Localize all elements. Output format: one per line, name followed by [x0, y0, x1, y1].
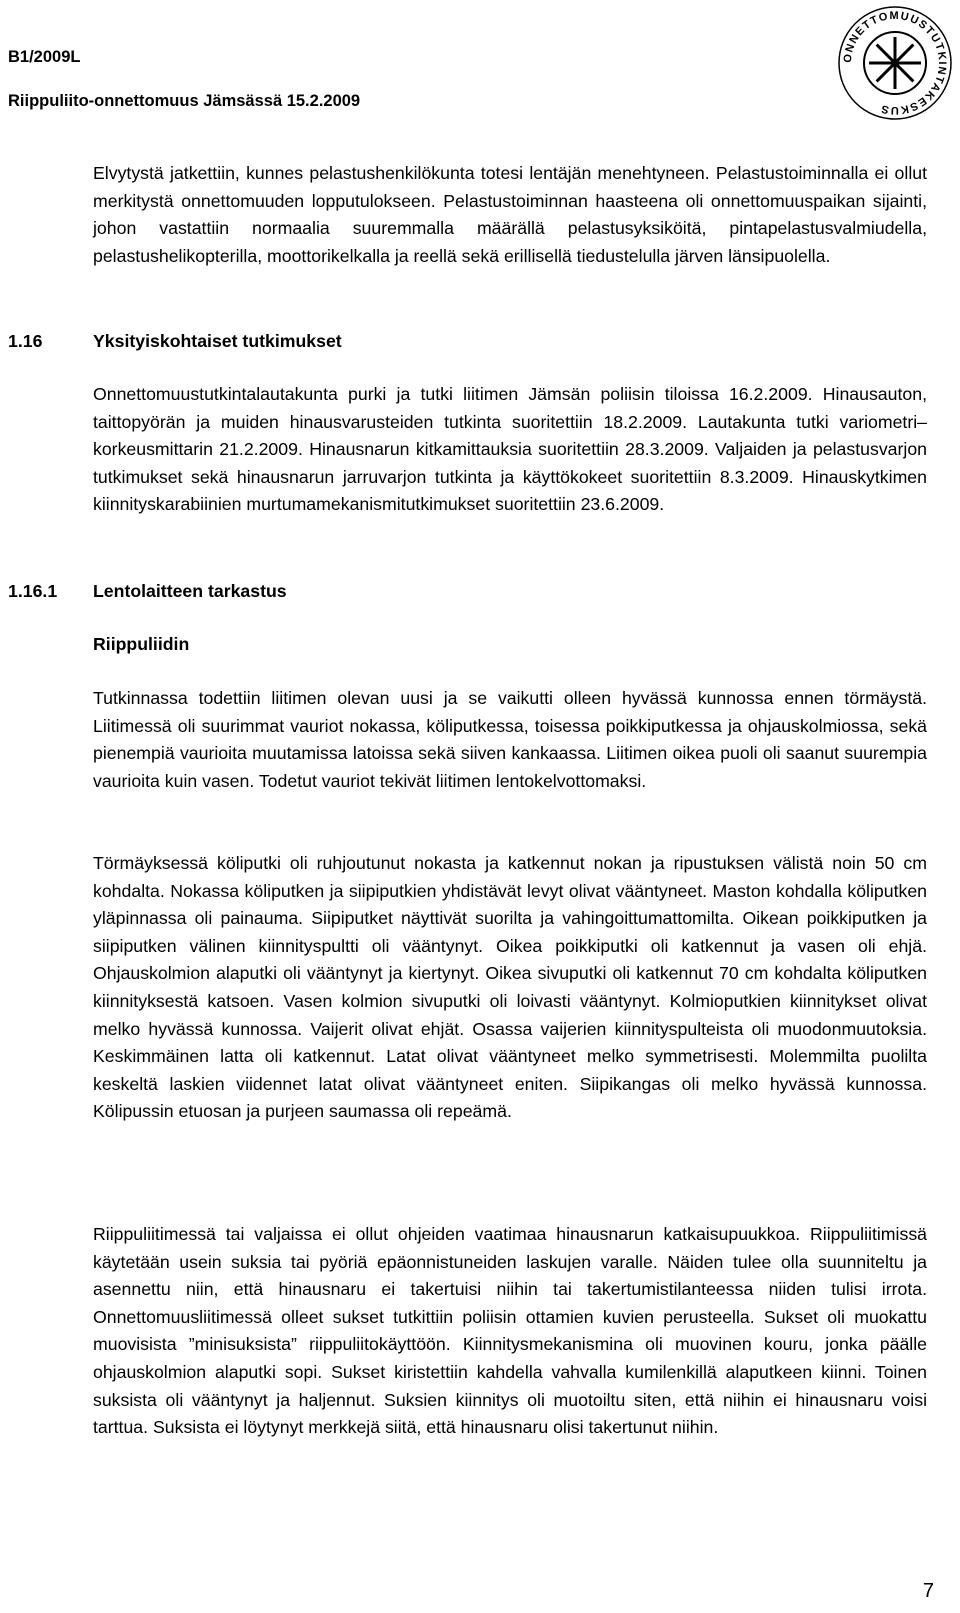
paragraph-investigation-dates: Onnettomuustutkintalautakunta purki ja tutki liitimen Jämsän poliisin tiloissa 16.2.2009. Hinausauton, taittopyörän ja muiden hinausvarusteiden tutkinta suoritettiin 18.2.2009. Lautakunta tutki variometri–korkeusmittarin 21.2.2009. Hinausnarun kitkamittauksia suoritettiin 28.3.2009. Valjaiden ja pelastusvarjon tutkimukset sekä hinausnarun jarruvarjon tutkinta ja käyttökokeet suoritettiin 8.3.2009. Hinauskytkimen kiinnityskarabiinien murtumamekanismitutkimukset suoritettiin 23.6.2009.: [93, 384, 927, 515]
paragraph-rescue-operations: Elvytystä jatkettiin, kunnes pelastushenkilökunta totesi lentäjän menehtyneen. Pelastustoiminnalla ei ollut merkitystä onnettomuuden lopputulokseen. Pelastustoiminnan haasteena oli onnettomuuspaikan sijainti, johon vastattiin normaalia suuremmalla määrällä pelastusyksiköitä, pintapelastusvalmiudella, pelastushelikopterilla, moottorikelkalla ja reellä sekä erillisellä tiedustelulla järven länsipuolella.: [93, 163, 927, 266]
section-number-1-16: 1.16: [8, 331, 43, 351]
paragraph-skis-and-knife: Riippuliitimessä tai valjaissa ei ollut ohjeiden vaatimaa hinausnarun katkaisupuukkoa. Riippuliitimissä käytetään usein suksia tai pyöriä epäonnistuneiden laskujen varalle. Näiden tulee olla suunniteltu ja asennettu niin, että hinausnaru ei takertuisi niihin tai takertumistilanteessa niiden tulisi irrota. Onnettomuusliitimessä olleet sukset tutkittiin poliisin ottamien kuvien perusteella. Sukset oli muokattu muovisista ”minisuksista” riippuliitokäyttöön. Kiinnitysmekanismina oli muovinen kouru, jonka päälle ohjauskolmion alaputki sopi. Sukset kiristettiin kahdella vahvalla kumilenkillä alaputkeen kiinni. Toinen suksista oli vääntynyt ja haljennut. Suksien kiinnitys oli muotoiltu siten, että niihin ei hinausnaru voisi tarttua. Suksista ei löytynyt merkkejä siitä, että hinausnaru olisi takertunut niihin.: [93, 1224, 927, 1438]
section-heading-detailed-investigations: Yksityiskohtaiset tutkimukset: [93, 331, 342, 351]
paragraph-glider-condition: Tutkinnassa todettiin liitimen olevan uusi ja se vaikutti olleen hyvässä kunnossa ennen törmäystä. Liitimessä oli suurimmat vauriot nokassa, köliputkessa, toisessa poikkiputkessa ja ohjauskolmiossa, sekä pienempiä vaurioita muutamissa latoissa sekä siiven kankaassa. Liitimen oikea puoli oli saanut suurempia vaurioita kuin vasen. Todetut vauriot tekivät liitimen lentokelvottomaksi.: [93, 688, 927, 791]
page-number: 7: [922, 1580, 934, 1602]
document-title: Riippuliito-onnettomuus Jämsässä 15.2.2009: [8, 92, 361, 110]
section-number-1-16-1: 1.16.1: [8, 581, 58, 601]
onnettomuustutkintakeskus-logo-icon: [836, 4, 954, 122]
svg-text:ONNETTOMUUSTUTKINTAKESKUS: ONNETTOMUUSTUTKINTAKESKUS: [841, 9, 949, 117]
subheading-hang-glider: Riippuliidin: [93, 634, 190, 654]
paragraph-damage-details: Törmäyksessä köliputki oli ruhjoutunut nokasta ja katkennut nokan ja ripustuksen välistä noin 50 cm kohdalta. Nokassa köliputken ja siipiputkien yhdistävät levyt olivat vääntyneet. Maston kohdalla köliputken yläpinnassa oli painauma. Siipiputket näyttivät suorilta ja vahingoittumattomilta. Oikean poikkiputken ja siipiputken välinen kiinnityspultti oli vääntynyt. Oikea poikkiputki oli katkennut ja vasen oli ehjä. Ohjauskolmion alaputki oli vääntynyt ja kiertynyt. Oikea sivuputki oli katkennut 70 cm kohdalta köliputken kiinnityksestä katsoen. Vasen kolmion sivuputki oli loivasti vääntynyt. Kolmioputkien kiinnitykset olivat melko hyvässä kunnossa. Vaijerit olivat ehjät. Osassa vaijerien kiinnityspulteista oli muodonmuutoksia. Keskimmäinen latta oli katkennut. Latat olivat vääntyneet melko symmetrisesti. Molemmilta puolilta keskeltä laskien viidennet latat olivat vääntyneet eniten. Siipikangas oli melko hyvässä kunnossa. Kölipussin etuosan ja purjeen saumassa oli repeämä.: [93, 853, 927, 1122]
document-id: B1/2009L: [8, 48, 81, 66]
section-heading-aircraft-inspection: Lentolaitteen tarkastus: [93, 581, 287, 601]
